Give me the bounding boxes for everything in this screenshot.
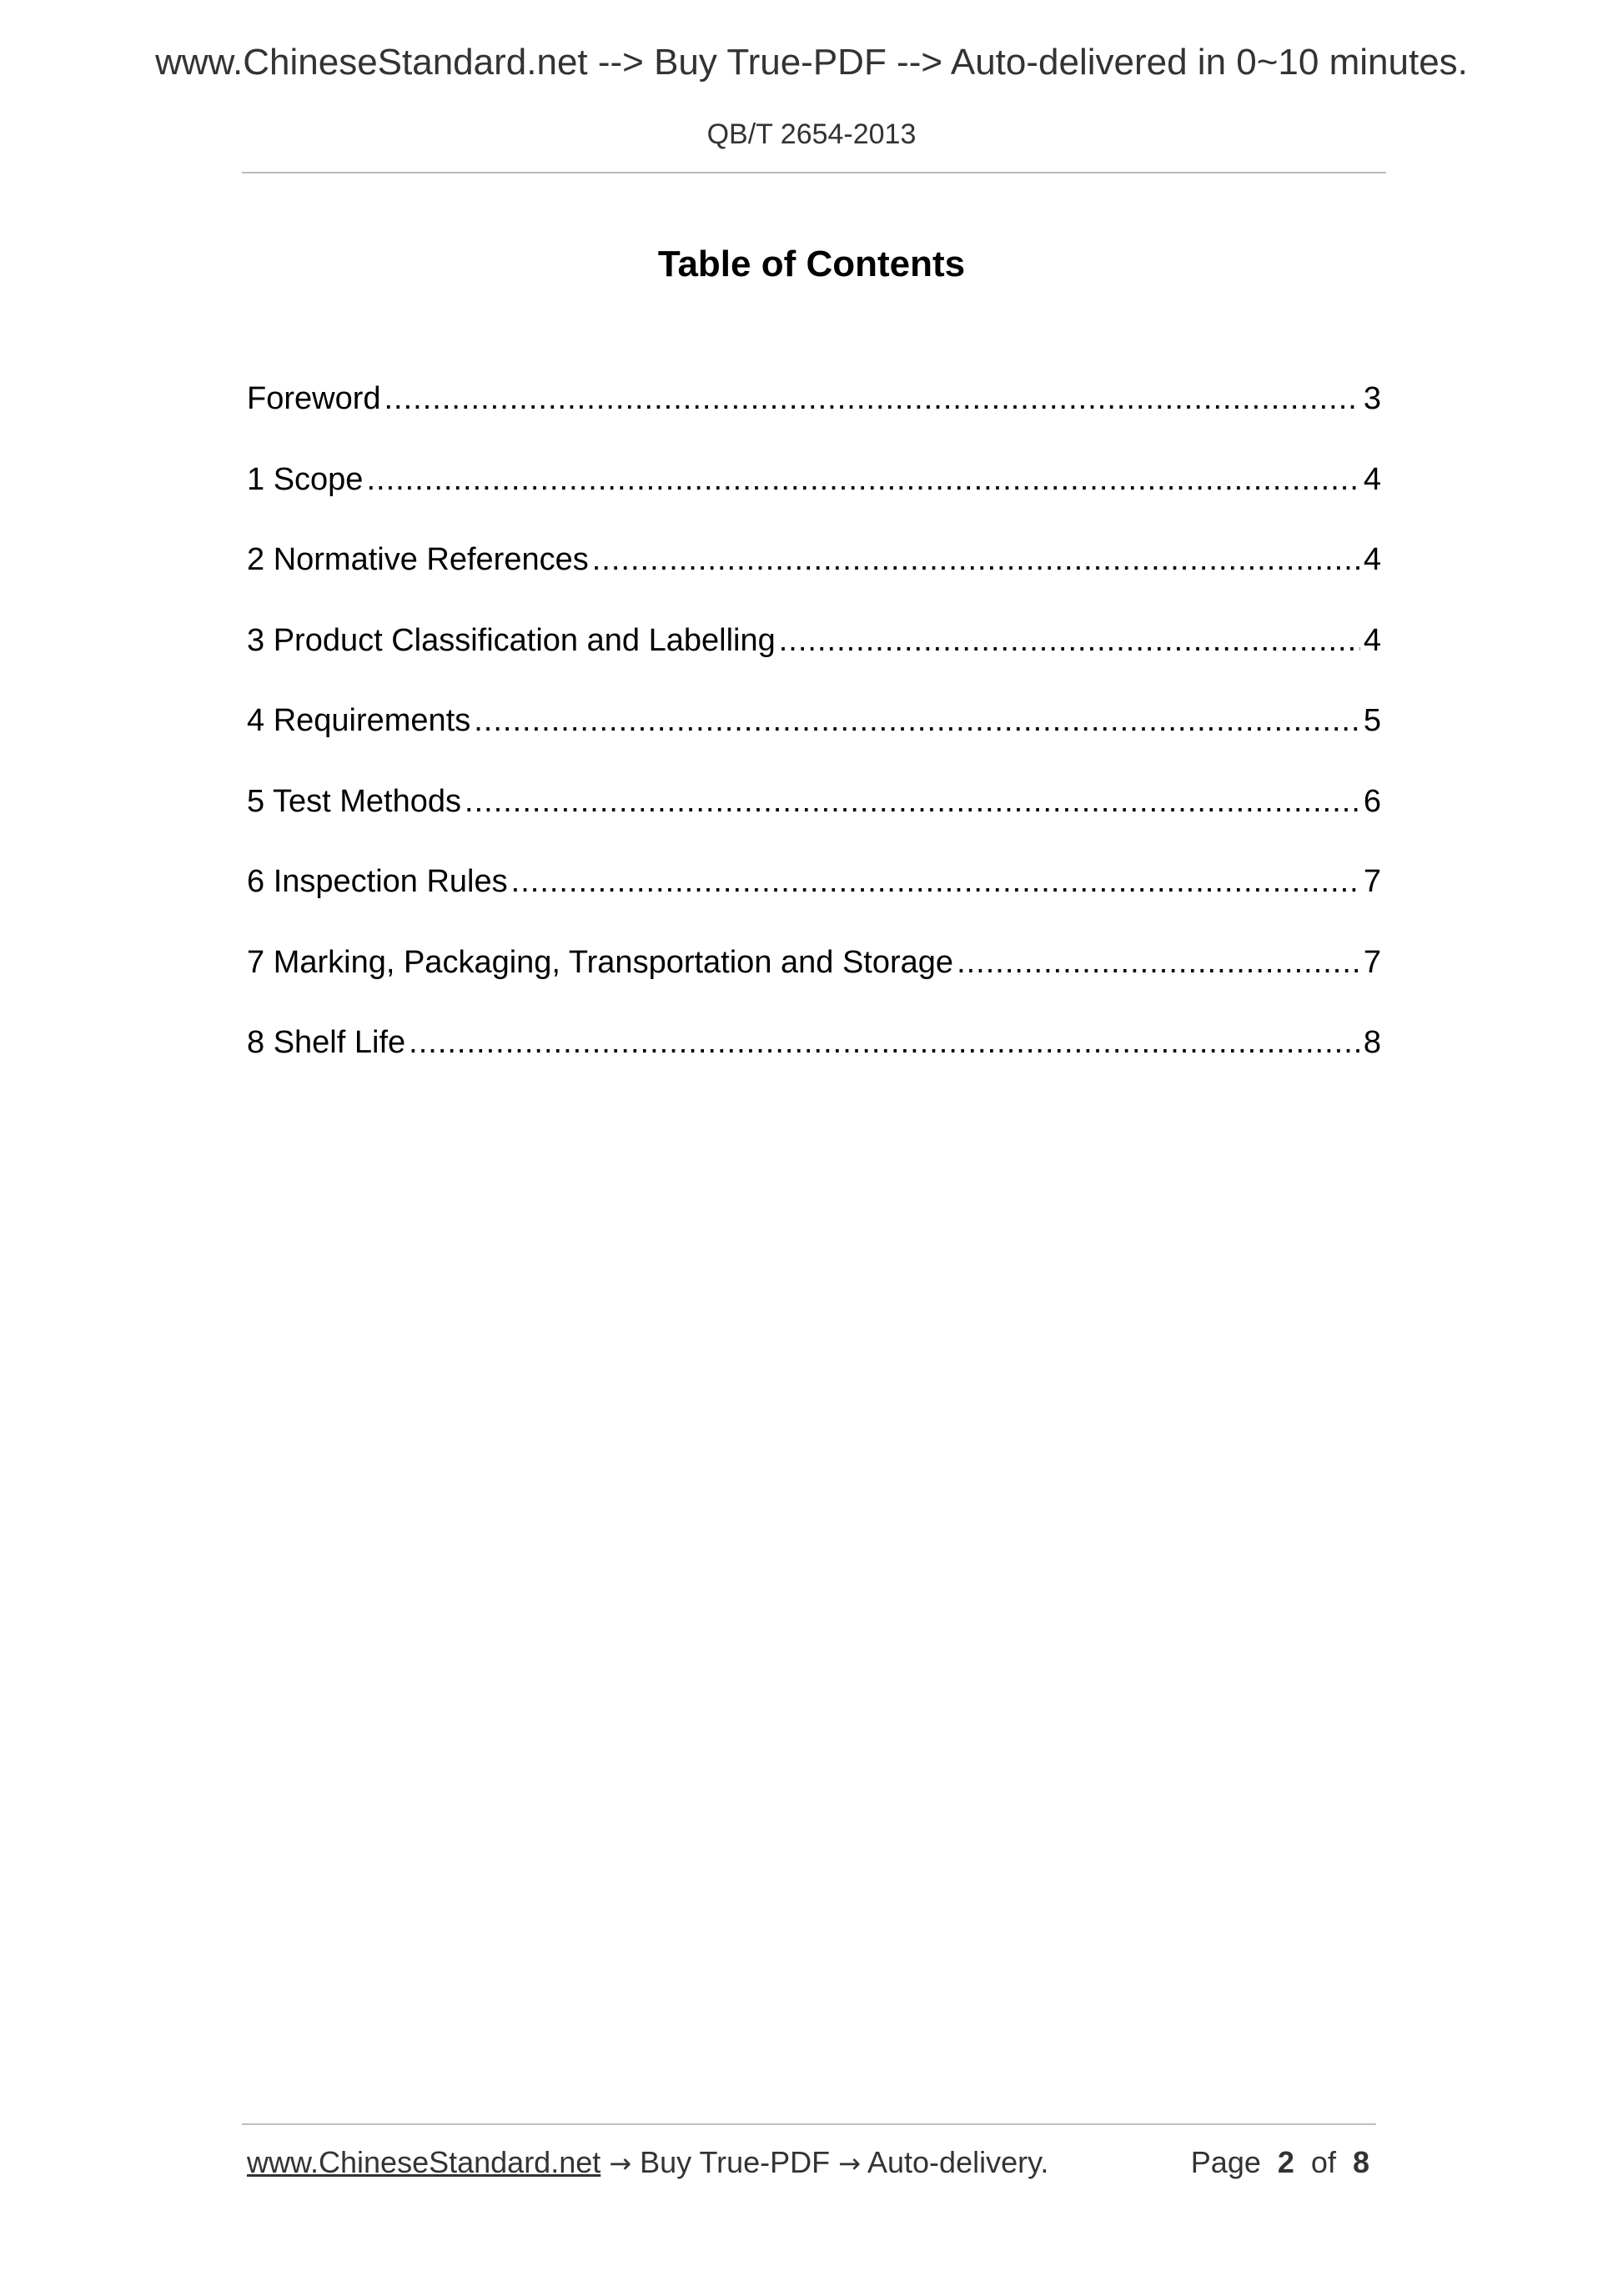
toc-entry-marking-packaging[interactable]	[247, 942, 1381, 1023]
dot-leader	[366, 460, 1359, 500]
footer-promo	[247, 2145, 1048, 2180]
toc-entry-page: 4	[1363, 542, 1381, 577]
toc-entry-label: 8 Shelf Life	[247, 1025, 406, 1060]
dot-leader	[779, 620, 1360, 661]
toc-entry-page: 7	[1363, 864, 1381, 899]
dot-leader	[592, 540, 1360, 580]
toc-entry-shelf-life[interactable]	[247, 1022, 1381, 1103]
toc-entry-scope[interactable]	[247, 460, 1381, 540]
toc-entry-page: 4	[1363, 622, 1381, 658]
toc-entry-page: 4	[1363, 461, 1381, 497]
table-of-contents	[247, 379, 1381, 1103]
dot-leader	[465, 781, 1360, 821]
toc-entry-product-classification[interactable]	[247, 620, 1381, 701]
page-number	[1191, 2145, 1369, 2180]
toc-entry-label: 1 Scope	[247, 461, 364, 497]
header-divider	[242, 172, 1386, 173]
toc-entry-inspection-rules[interactable]	[247, 862, 1381, 942]
toc-entry-test-methods[interactable]	[247, 781, 1381, 862]
dot-leader	[384, 379, 1360, 419]
dot-leader	[474, 701, 1360, 741]
toc-entry-page: 7	[1363, 944, 1381, 980]
toc-entry-label: 4 Requirements	[247, 703, 471, 738]
footer-buy-text: Buy True-PDF	[640, 2145, 831, 2179]
toc-entry-page: 8	[1363, 1025, 1381, 1060]
footer-site-link[interactable]: www.ChineseStandard.net	[247, 2145, 601, 2179]
current-page-number: 2	[1277, 2145, 1294, 2179]
arrow-right-icon: →	[609, 2148, 632, 2179]
toc-entry-page: 6	[1363, 783, 1381, 819]
header-banner: www.ChineseStandard.net --> Buy True-PDF --> Auto-delivered in 0~10 minutes.	[155, 42, 1468, 83]
of-word: of	[1310, 2145, 1336, 2179]
toc-entry-label: 6 Inspection Rules	[247, 864, 508, 899]
dot-leader	[511, 862, 1360, 902]
toc-entry-normative-references[interactable]	[247, 540, 1381, 620]
page-word: Page	[1190, 2145, 1261, 2179]
dot-leader	[409, 1022, 1360, 1063]
toc-entry-page: 5	[1363, 703, 1381, 738]
document-code: QB/T 2654-2013	[706, 118, 917, 150]
toc-entry-label: Foreword	[247, 381, 381, 416]
toc-entry-label: 7 Marking, Packaging, Transportation and Storage	[247, 944, 954, 980]
footer-delivery-text: Auto-delivery.	[867, 2145, 1049, 2179]
toc-entry-label: 5 Test Methods	[247, 783, 462, 819]
toc-entry-page: 3	[1363, 381, 1381, 416]
toc-entry-foreword[interactable]	[247, 379, 1381, 460]
toc-title: Table of Contents	[657, 244, 966, 284]
toc-entry-requirements[interactable]	[247, 701, 1381, 781]
footer-divider	[242, 2123, 1376, 2125]
arrow-right-icon: →	[838, 2148, 861, 2179]
total-page-count: 8	[1352, 2145, 1369, 2179]
toc-entry-label: 3 Product Classification and Labelling	[247, 622, 776, 658]
dot-leader	[957, 942, 1360, 982]
toc-entry-label: 2 Normative References	[247, 542, 589, 577]
